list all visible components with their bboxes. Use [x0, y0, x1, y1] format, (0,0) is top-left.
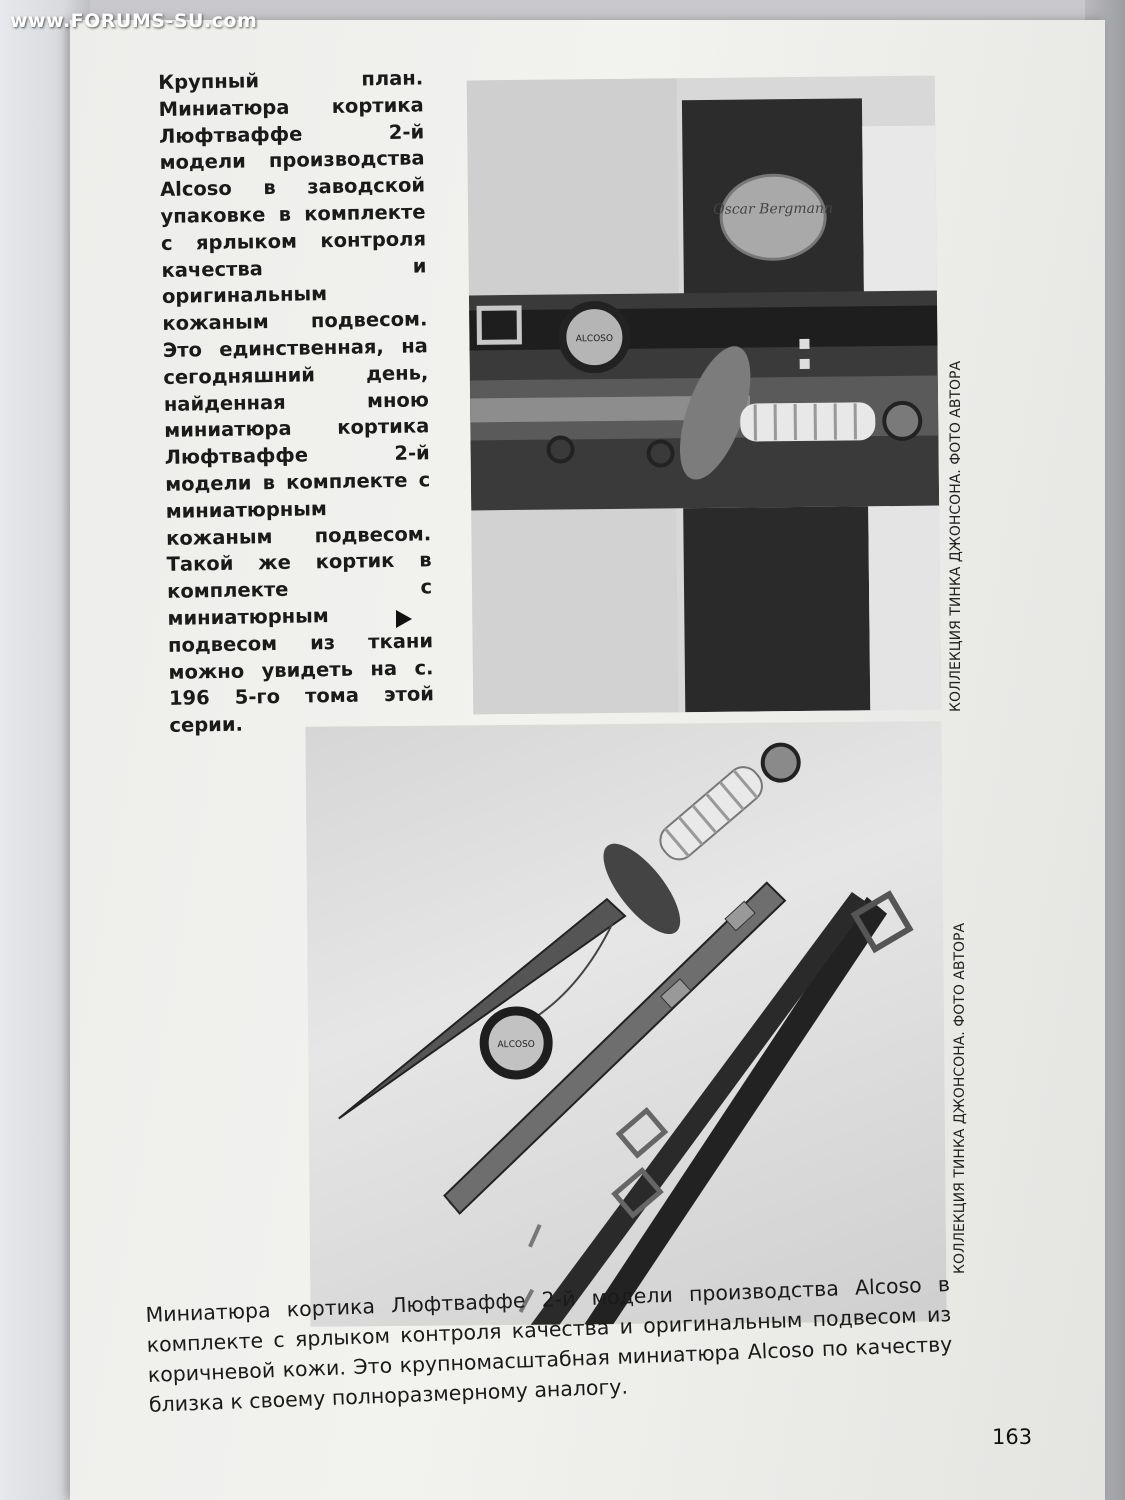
photo-dagger-in-box-illustration: [467, 76, 942, 715]
photo-dagger-set: [305, 721, 946, 1327]
photo-dagger-set-illustration: [305, 721, 946, 1327]
page-number: 163: [992, 1425, 1033, 1449]
side-caption: Крупный план. Миниатюра кортика Люфтваффе 2-й модели производства Alcoso в заводской упаковке в комплекте с ярлыком контроля качества и оригинальным кожаным подвесом. Это единственная, на сегодняшний день, найденная мною миниатюра кортика Люфтваффе 2-й модели в комплекте с миниатюрным кожаным подвесом. Такой же кортик в комплекте с миниатюрным подвесом из ткани можно увидеть на с. 196 5-го тома этой серии.: [158, 66, 435, 738]
watermark: www.FORUMS-SU.com: [10, 10, 258, 32]
alcoso-tag-text-bottom: ALCOSO: [497, 1039, 535, 1051]
photo-credit-bottom: КОЛЛЕКЦИЯ ТИНКА ДЖОНСОНА. ФОТО АВТОРА: [952, 922, 968, 1274]
photo-credit-top: КОЛЛЕКЦИЯ ТИНКА ДЖОНСОНА. ФОТО АВТОРА: [948, 360, 964, 712]
alcoso-tag-text: ALCOSO: [575, 333, 614, 345]
bottom-caption: Миниатюра кортика Люфтваффе 2-й модели производства Alcoso в комплекте с ярлыком контроля качества и оригинальным подвесом из коричневой кожи. Это крупномасштабная миниатюра Alcoso по качеству близка к своему полноразмерному аналогу.: [145, 1272, 953, 1417]
arrow-right-icon: [396, 610, 412, 628]
bergmann-label-text: Oscar Bergmann: [713, 200, 834, 218]
photo-dagger-in-box: [467, 76, 942, 715]
